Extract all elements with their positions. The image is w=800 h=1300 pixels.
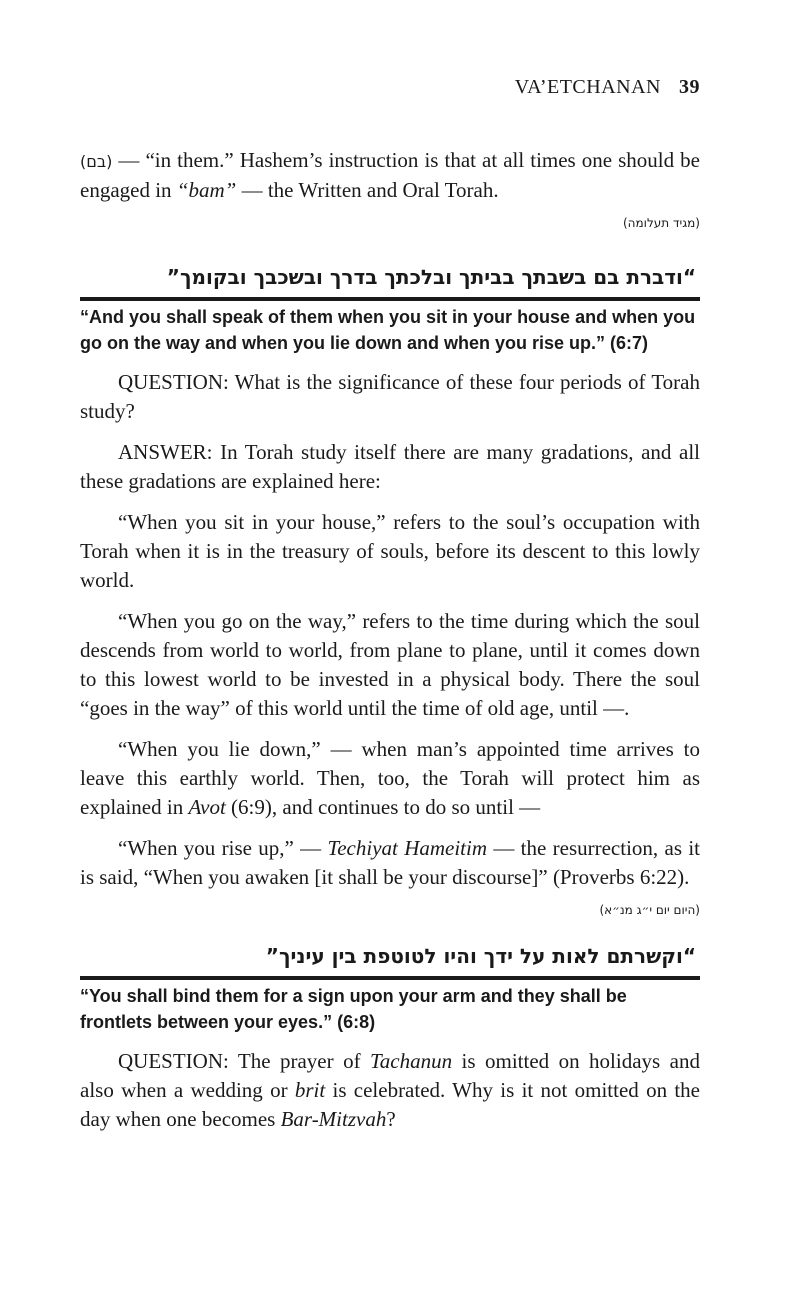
question-paragraph: QUESTION: The prayer of Tachanun is omitted on holidays and also when a wedding or brit is celebrated. Why is it not omitted on the day when one becomes Bar-Mitzvah? [80, 1049, 701, 1131]
lie-down-paragraph: “When you lie down,” — when man’s appointed time arrives to leave this earthly world. Then, too, the Torah will protect him as explained in Avot (6:9), and continues to do so until — [80, 737, 700, 819]
verse-block [80, 263, 700, 356]
verse-block [80, 942, 700, 1035]
verse-english: “You shall bind them for a sign upon your arm and they shall be frontlets between your eyes.” (6:8) [80, 986, 627, 1032]
bam-commentary: (בם) — “in them.” Hashem’s instruction is that at all times one should be engaged in “bam” — the Written and Oral Torah. [80, 148, 700, 202]
rise-up-paragraph: “When you rise up,” — Techiyat Hameitim — the resurrection, as it is said, “When you awaken [it shall be your discourse]” (Proverbs 6:22). [80, 836, 700, 889]
go-paragraph: “When you go on the way,” refers to the time during which the soul descends from world to world, from plane to plane, until it comes down to this lowest world to be invested in a physical body. There the soul “goes in the way” of this world until the time of old age, until —. [80, 609, 700, 720]
chapter-title: VA’ETCHANAN [514, 76, 661, 98]
page-number: 39 [679, 76, 700, 98]
running-head [515, 76, 700, 99]
verse-hebrew: “וקשרתם לאות על ידך והיו לטוטפת בין עיניך” [265, 944, 696, 968]
source-citation: (מגיד תעלומה) [623, 216, 700, 230]
sit-paragraph: “When you sit in your house,” refers to the soul’s occupation with Torah when it is in the treasury of souls, before its descent to this lowly world. [80, 510, 700, 592]
question-paragraph: QUESTION: What is the significance of these four periods of Torah study? [80, 370, 700, 423]
verse-hebrew: “ודברת בם בשבתך בביתך ובלכתך בדרך ובשכבך ובקומך” [166, 265, 696, 289]
book-page [80, 0, 700, 1300]
answer-paragraph: ANSWER: In Torah study itself there are many gradations, and all these gradations are explained here: [80, 440, 700, 493]
verse-english: “And you shall speak of them when you sit in your house and when you go on the way and when you lie down and when you rise up.” (6:7) [80, 307, 696, 353]
verse-divider [80, 976, 700, 980]
source-citation: (היום יום י״ג מנ״א) [599, 903, 700, 917]
hebrew-term: (בם) [80, 152, 113, 171]
page-content [80, 146, 700, 1134]
verse-divider [80, 297, 700, 301]
